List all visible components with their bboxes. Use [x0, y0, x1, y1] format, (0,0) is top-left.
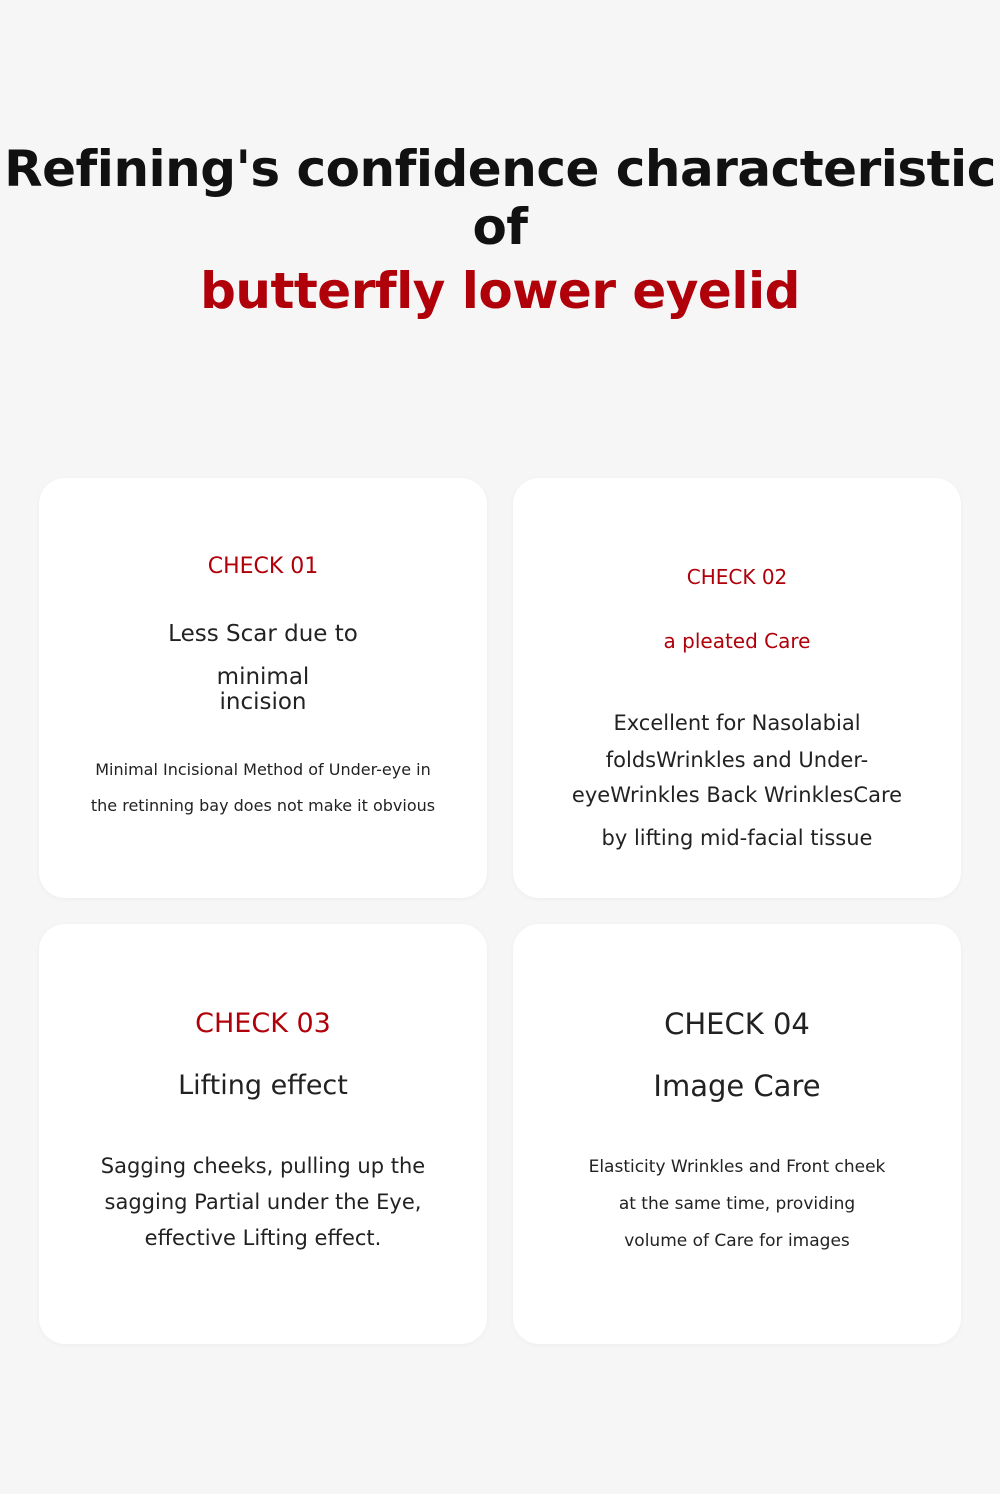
- check-label: CHECK 02: [686, 565, 788, 589]
- card-body-line-2: at the same time, providing: [618, 1194, 856, 1214]
- check-label: CHECK 03: [195, 1008, 331, 1039]
- card-title-line-1: Lifting effect: [178, 1070, 348, 1101]
- card-title-line-3: incision: [219, 689, 307, 715]
- check-card-03: [39, 924, 487, 1344]
- card-body-line-1: Minimal Incisional Method of Under-eye in: [95, 760, 431, 779]
- card-body-line-3: eyeWrinkles Back WrinklesCare: [571, 783, 903, 807]
- page-heading-line-2: butterfly lower eyelid: [200, 262, 800, 320]
- card-title-line-2: minimal: [216, 664, 310, 690]
- page-heading-line-1: Refining's confidence characteristic of: [4, 140, 996, 256]
- check-card-04: [513, 924, 961, 1344]
- card-body-line-3: volume of Care for images: [624, 1231, 850, 1251]
- card-body-line-2: foldsWrinkles and Under-: [605, 748, 869, 772]
- card-body-line-2: sagging Partial under the Eye,: [104, 1190, 422, 1214]
- card-title-line-1: Less Scar due to: [168, 621, 358, 647]
- card-body-line-1: Elasticity Wrinkles and Front cheek: [588, 1157, 886, 1177]
- check-card-02: [513, 478, 961, 898]
- check-card-01: [39, 478, 487, 898]
- card-title-line-1: Image Care: [653, 1069, 821, 1103]
- check-label: CHECK 01: [207, 554, 319, 579]
- card-title-line-1: a pleated Care: [663, 629, 811, 653]
- card-body-line-1: Excellent for Nasolabial: [613, 711, 861, 735]
- check-label: CHECK 04: [664, 1007, 810, 1041]
- card-body-line-3: effective Lifting effect.: [144, 1226, 382, 1250]
- card-body-line-4: by lifting mid-facial tissue: [601, 826, 873, 850]
- card-body-line-2: the retinning bay does not make it obvious: [90, 796, 436, 815]
- card-body-line-1: Sagging cheeks, pulling up the: [100, 1154, 426, 1178]
